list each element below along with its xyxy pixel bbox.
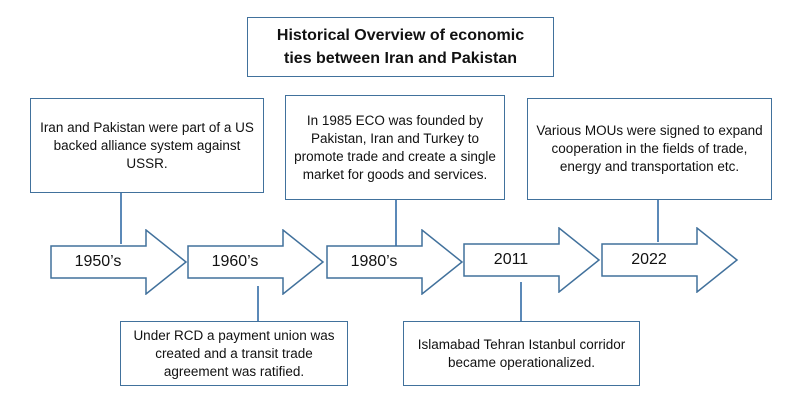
- timeline-arrow-2011: [463, 227, 601, 293]
- event-box-1950s: [30, 98, 264, 193]
- title-line-1: Historical Overview of economic: [276, 27, 525, 44]
- event-text-2011: Islamabad Tehran Istanbul corridor became operationalized.: [417, 336, 626, 370]
- timeline-arrow-2022: [601, 227, 739, 293]
- event-text-1960s: Under RCD a payment union was created and a transit trade agreement was ratified.: [133, 327, 335, 379]
- event-box-2022: [527, 98, 772, 200]
- title-line-2: ties between Iran and Pakistan: [284, 50, 517, 67]
- event-text-1980s: In 1985 ECO was founded by Pakistan, Iran and Turkey to promote trade and create a single market for goods and services.: [294, 112, 496, 182]
- timeline-arrow-1980s: [326, 229, 464, 295]
- timeline-label-2011: 2011: [493, 251, 529, 268]
- event-box-1980s: [285, 95, 505, 200]
- timeline-label-1980s: 1980’s: [350, 253, 398, 270]
- event-box-1960s: [120, 321, 348, 386]
- timeline-label-2022: 2022: [631, 251, 667, 268]
- timeline-label-1950s: 1950’s: [74, 253, 122, 270]
- diagram-title: [247, 17, 554, 77]
- event-box-2011: [403, 321, 640, 386]
- event-text-2022: Various MOUs were signed to expand cooperation in the fields of trade, energy and transportation etc.: [536, 123, 763, 174]
- event-text-1950s: Iran and Pakistan were part of a US backed alliance system against USSR.: [40, 119, 254, 171]
- timeline-arrow-1950s: [50, 229, 188, 295]
- timeline-label-1960s: 1960’s: [211, 253, 259, 270]
- timeline-arrow-1960s: [187, 229, 325, 295]
